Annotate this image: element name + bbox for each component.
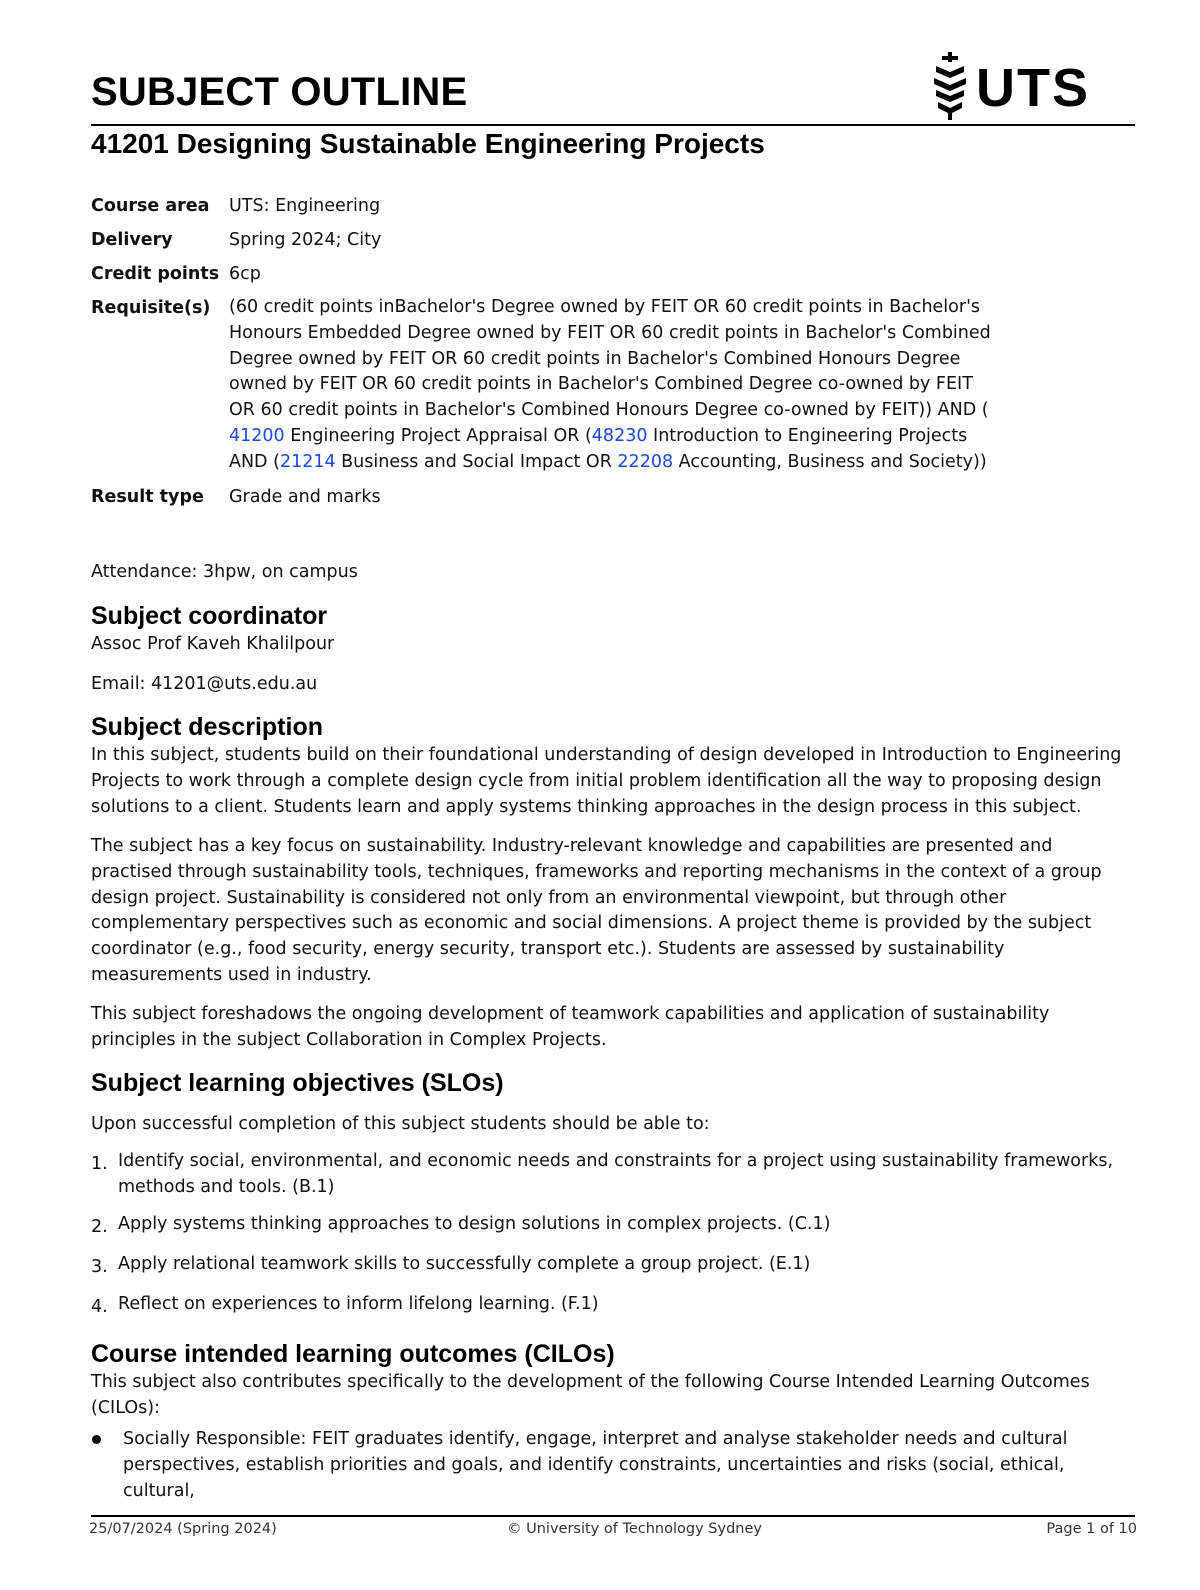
- list-item: [91, 1251, 1136, 1280]
- info-label: Result type: [91, 486, 204, 507]
- info-value: 6cp: [229, 264, 261, 284]
- list-item: [91, 1211, 1136, 1240]
- coordinator-name: Assoc Prof Kaveh Khalilpour: [91, 634, 335, 654]
- subject-info-table: [91, 193, 991, 518]
- info-row-credit-points: [91, 261, 991, 287]
- info-value: UTS: Engineering: [229, 196, 381, 216]
- list-number: 4.: [91, 1297, 108, 1317]
- requisites-text: [229, 295, 991, 476]
- list-number: 1.: [91, 1154, 108, 1174]
- info-label: Requisite(s): [91, 298, 211, 318]
- slo-heading: Subject learning objectives (SLOs): [91, 1069, 504, 1097]
- footer-divider: [91, 1515, 1135, 1517]
- description-heading: Subject description: [91, 713, 323, 741]
- requisites-segment: Business and Social Impact OR: [335, 451, 618, 472]
- footer-page-number: Page 1 of 10: [1046, 1521, 1137, 1537]
- cilo-bullet-item: [91, 1426, 1136, 1504]
- list-item: [91, 1148, 1136, 1200]
- bullet-icon: [91, 1426, 123, 1504]
- description-paragraph: In this subject, students build on their foundational understanding of design developed in Introduction to Engineering Projects to work through a complete design cycle from initial problem identification all the way to proposing design solutions to a client. Students learn and apply systems thinking approaches in the design process in this subject.: [91, 745, 1122, 817]
- header-divider: [91, 124, 1135, 126]
- requisites-segment: (60 credit points inBachelor's Degree owned by FEIT OR 60 credit points in Bachelor's Honours Embedded Degree owned by FEIT OR 60 credit points in Bachelor's Combined Degree owned by FEIT OR 60 credit points in Bachelor's Combined Honours Degree owned by FEIT OR 60 credit points in Bachelor's Combined Degree co-owned by FEIT OR 60 credit points in Bachelor's Combined Honours Degree co-owned by FEIT)) AND (: [229, 297, 991, 421]
- info-label: Credit points: [91, 264, 220, 284]
- list-item: [91, 1291, 1136, 1320]
- uts-crest-icon: [928, 52, 972, 122]
- list-number: 2.: [91, 1217, 108, 1237]
- requisites-segment: Accounting, Business and Society)): [673, 451, 987, 472]
- description-paragraph: This subject foreshadows the ongoing development of teamwork capabilities and application of sustainability principles in the subject Collaboration in Complex Projects.: [91, 1004, 1050, 1050]
- info-label: Delivery: [91, 230, 173, 250]
- cilo-item-text: Socially Responsible: FEIT graduates identify, engage, interpret and analyse stakeholder needs and cultural perspectives, establish priorities and goals, and identify constraints, uncertainties and risks (social, ethical, cultural,: [123, 1429, 1068, 1501]
- footer-date: 25/07/2024 (Spring 2024): [89, 1521, 277, 1537]
- list-number: 3.: [91, 1257, 108, 1277]
- cilo-heading: Course intended learning outcomes (CILOs): [91, 1340, 615, 1368]
- attendance-text: Attendance: 3hpw, on campus: [91, 562, 358, 582]
- document-heading: SUBJECT OUTLINE: [91, 70, 468, 114]
- info-row-result-type: [91, 484, 991, 510]
- coordinator-heading: Subject coordinator: [91, 602, 328, 630]
- info-row-course-area: [91, 193, 991, 219]
- slo-intro: Upon successful completion of this subject students should be able to:: [91, 1114, 710, 1134]
- info-value: Spring 2024; City: [229, 230, 382, 250]
- uts-logo: [926, 52, 1096, 122]
- requisites-segment: Introduction to Engineering Projects AND (: [229, 425, 968, 472]
- slo-list: [91, 1148, 1136, 1331]
- subject-title: 41201 Designing Sustainable Engineering Projects: [91, 128, 765, 159]
- subject-link-48230[interactable]: 48230: [591, 425, 648, 446]
- footer-copyright: © University of Technology Sydney: [507, 1521, 762, 1537]
- requisites-segment: Engineering Project Appraisal OR (: [284, 425, 592, 446]
- coordinator-email: Email: 41201@uts.edu.au: [91, 674, 318, 694]
- subject-link-22208[interactable]: 22208: [617, 451, 674, 472]
- info-row-delivery: [91, 227, 991, 253]
- info-label: Course area: [91, 196, 210, 216]
- description-paragraph: The subject has a key focus on sustainability. Industry-relevant knowledge and capabilities are presented and practised through sustainability tools, techniques, frameworks and reporting mechanisms in the context of a group design project. Sustainability is considered not only from an environmental viewpoint, but through other complementary perspectives such as economic and social dimensions. A project theme is provided by the subject coordinator (e.g., food security, energy security, transport etc.). Students are assessed by sustainability measurements used in industry.: [91, 836, 1102, 985]
- list-item-text: Apply relational teamwork skills to successfully complete a group project. (E.1): [118, 1254, 811, 1274]
- list-item-text: Reflect on experiences to inform lifelong learning. (F.1): [118, 1294, 599, 1314]
- info-value: Grade and marks: [229, 486, 381, 507]
- subject-link-41200[interactable]: 41200: [229, 425, 285, 446]
- list-item-text: Identify social, environmental, and economic needs and constraints for a project using sustainability frameworks, methods and tools. (B.1): [118, 1151, 1114, 1197]
- cilo-intro: This subject also contributes specifically to the development of the following Course Intended Learning Outcomes (CILOs):: [91, 1372, 1090, 1418]
- list-item-text: Apply systems thinking approaches to design solutions in complex projects. (C.1): [118, 1214, 831, 1234]
- subject-link-21214[interactable]: 21214: [279, 451, 336, 472]
- logo-wordmark: UTS: [976, 58, 1090, 118]
- info-row-requisites: [91, 295, 991, 476]
